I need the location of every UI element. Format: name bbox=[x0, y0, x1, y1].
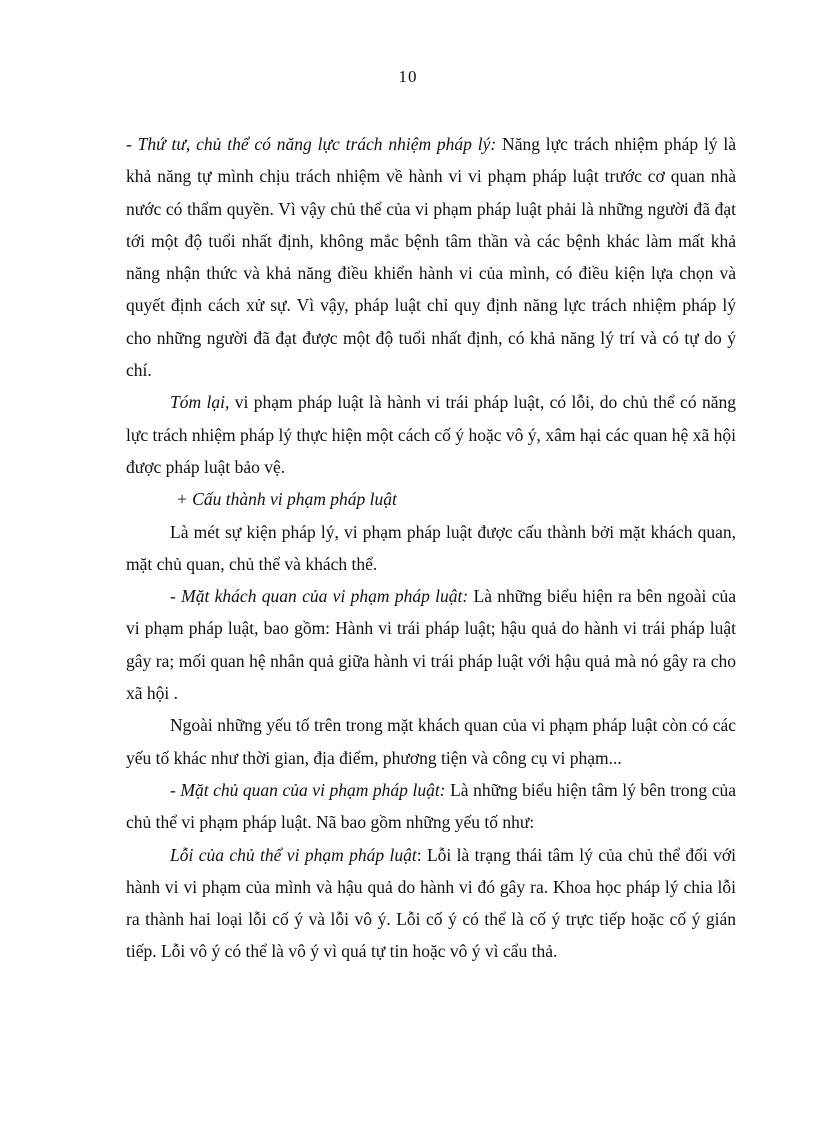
paragraph-text: Ngoài những yếu tố trên trong mặt khách quan của vi phạm pháp luật còn có các yếu tố khác như thời gian, địa điểm, phương tiện và công cụ vi phạm... bbox=[126, 715, 736, 768]
paragraph-text: Là mét sự kiện pháp lý, vi phạm pháp luật được cấu thành bởi mặt khách quan, mặt chủ quan, chủ thể và khách thể. bbox=[126, 521, 736, 574]
paragraph-text: : Lỗi là trạng thái tâm lý của chủ thể đối với hành vi vi phạm của mình và hậu quả do hành vi đó gây ra. Khoa học pháp lý chia lỗi ra thành hai loại lỗi cố ý và lỗi vô ý. Lỗi cố ý có thể là cố ý trực tiếp hoặc cố ý gián tiếp. Lỗi vô ý có thể là vô ý vì quá tự tin hoặc vô ý vì cẩu thả. bbox=[126, 844, 736, 962]
paragraph-constitution bbox=[126, 516, 736, 581]
paragraph-lead: Tóm lại, bbox=[170, 392, 230, 413]
paragraph-lead: - Mặt chủ quan của vi phạm pháp luật: bbox=[170, 779, 446, 800]
paragraph-objective-side bbox=[126, 580, 736, 709]
paragraph-text: Là những biểu hiện ra bên ngoài của vi phạm pháp luật, bao gồm: Hành vi trái pháp luật; hậu quả do hành vi trái pháp luật gây ra; mối quan hệ nhân quả giữa hành vi trái pháp luật với hậu quả mà nó gây ra cho xã hội . bbox=[126, 586, 736, 704]
paragraph-lead: Lỗi của chủ thể vi phạm pháp luật bbox=[170, 844, 417, 865]
paragraph-other-factors bbox=[126, 709, 736, 774]
page-number: 10 bbox=[398, 67, 418, 86]
section-heading-constitution bbox=[126, 483, 736, 515]
paragraph-text: Năng lực trách nhiệm pháp lý là khả năng tự mình chịu trách nhiệm về hành vi vi phạm pháp luật trước cơ quan nhà nước có thẩm quyền. Vì vậy chủ thể của vi phạm pháp luật phải là những người đã đạt tới một độ tuổi nhất định, không mắc bệnh tâm thần và các bệnh khác làm mất khả năng nhận thức và khả năng điều khiển hành vi của mình, có điều kiện lựa chọn và quyết định cách xử sự. Vì vậy, pháp luật chỉ quy định năng lực trách nhiệm pháp lý cho những người đã đạt được một độ tuổi nhất định, có khả năng lý trí và có tự do ý chí. bbox=[126, 134, 737, 381]
paragraph-text: vi phạm pháp luật là hành vi trái pháp luật, có lỗi, do chủ thể có năng lực trách nhiệm pháp lý thực hiện một cách cố ý hoặc vô ý, xâm hại các quan hệ xã hội được pháp luật bảo vệ. bbox=[126, 392, 736, 477]
section-heading: + Cấu thành vi phạm pháp luật bbox=[176, 489, 397, 510]
paragraph-lead: - Mặt khách quan của vi phạm pháp luật: bbox=[170, 586, 469, 607]
document-body bbox=[126, 128, 736, 968]
paragraph-subjective-side bbox=[126, 774, 736, 839]
paragraph-summary bbox=[126, 386, 736, 483]
paragraph-lead: - Thứ tư, chủ thể có năng lực trách nhiệm pháp lý: bbox=[126, 134, 497, 154]
paragraph-fourth-capacity bbox=[126, 128, 736, 386]
paragraph-text: Là những biểu hiện tâm lý bên trong của chủ thể vi phạm pháp luật. Nã bao gồm những yếu tố như: bbox=[126, 779, 736, 833]
paragraph-fault bbox=[126, 839, 736, 968]
